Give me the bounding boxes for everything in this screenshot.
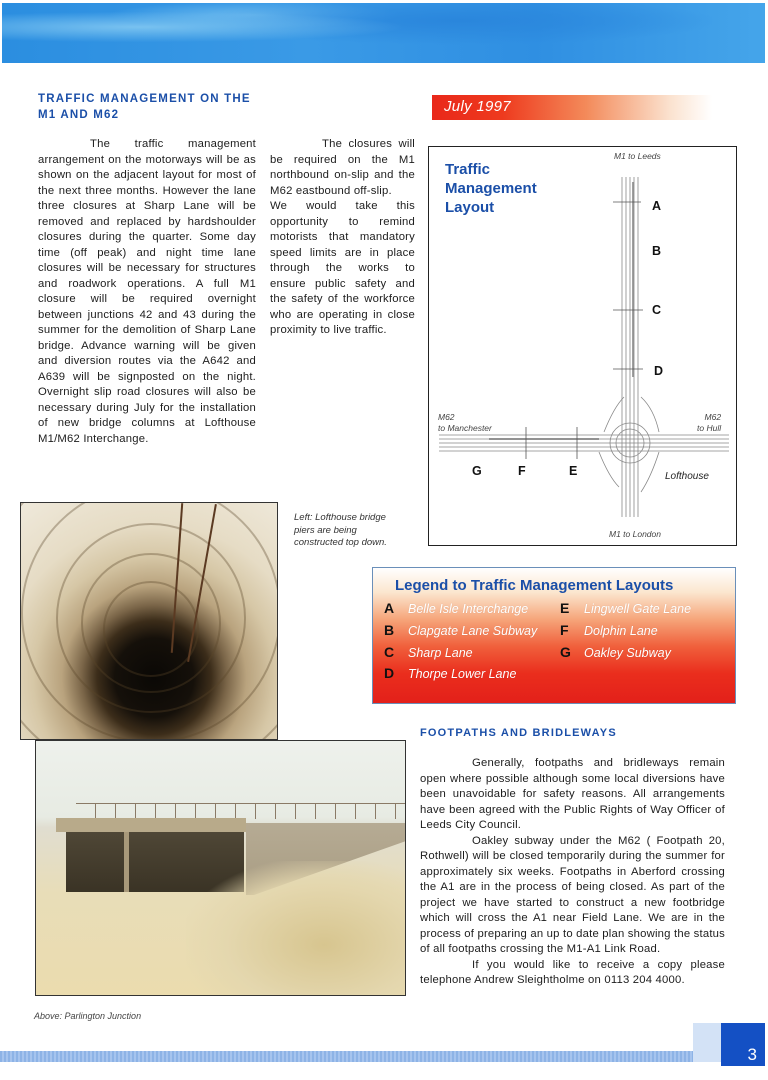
traffic-heading: TRAFFIC MANAGEMENT ON THE M1 AND M62	[38, 93, 251, 121]
legend-item-a	[384, 600, 528, 616]
footpaths-body	[420, 756, 725, 989]
map-point-g: G	[472, 464, 482, 478]
legend-name: Clapgate Lane Subway	[408, 624, 538, 638]
legend-name: Belle Isle Interchange	[408, 602, 529, 616]
legend-name: Dolphin Lane	[584, 624, 658, 638]
footer-accent	[693, 1023, 721, 1062]
top-banner	[2, 3, 765, 63]
legend-name: Oakley Subway	[584, 646, 671, 660]
legend-item-d	[384, 665, 516, 681]
legend-letter: B	[384, 622, 395, 638]
photo-bridge-caption: Above: Parlington Junction	[34, 1011, 142, 1021]
legend-name: Thorpe Lower Lane	[408, 667, 517, 681]
page-number: 3	[747, 1045, 757, 1064]
photo-parlington-junction	[35, 740, 406, 996]
footer-bar	[0, 1051, 693, 1062]
map-point-e: E	[569, 464, 578, 478]
traffic-column-1: The traffic management arrangement on the motorways will be as shown on the adjacent layout for most of the next three months. However the lane three closures at Sharp Lane will be removed and replaced by hardshoulder closures during the quarter. Some day time (off peak) and night time lane closures will be necessary for structures and roadwork operations. A full M1 closure will be required overnight between junctions 42 and 43 during the summer for the demolition of Sharp Lane bridge. Advance warning will be given and diversion routes via the A642 and A639 will be signposted on the night. Overnight slip road closures will also be necessary during July for the installation of new bridge columns at Lofthouse M1/M62 Interchange.	[38, 138, 256, 445]
footpaths-p2: Oakley subway under the M62 ( Footpath 20, Rothwell) will be closed temporarily during the summer for approximately six weeks. Footpaths in Aberford crossing the A1 are in the process of being closed. As part of the project we have started to construct a new footbridge which will cross the A1 near Field Lane. We are in the process of preparing an up to date plan showing the status of all footpaths crossing the M1-A1 Link Road.	[420, 834, 725, 955]
traffic-layout-map	[428, 146, 737, 546]
label-lofthouse: Lofthouse	[665, 471, 709, 482]
legend-name: Lingwell Gate Lane	[584, 602, 692, 616]
issue-date: July 1997	[444, 98, 511, 115]
footpaths-p3: If you would like to receive a copy please telephone Andrew Sleightholme on 0113 204 4000.	[420, 958, 725, 986]
legend-panel	[372, 567, 736, 704]
traffic-column-2-p1: The closures will be required on the M1 northbound on-slip and the M62 eastbound off-slip.	[270, 138, 415, 197]
legend-item-g	[560, 644, 671, 660]
layout-title-line-2: Management	[445, 180, 537, 197]
photo-bridge-pier-shaft	[20, 502, 278, 740]
layout-title-line-1: Traffic	[445, 161, 491, 178]
label-m62-east: M62	[704, 412, 722, 422]
legend-title: Legend to Traffic Management Layouts	[395, 577, 674, 594]
label-m1-to-leeds: M1 to Leeds	[614, 151, 661, 161]
legend-letter: G	[560, 644, 571, 660]
legend-name: Sharp Lane	[408, 646, 473, 660]
map-point-a: A	[652, 199, 662, 213]
footpaths-heading: FOOTPATHS AND BRIDLEWAYS	[420, 727, 617, 739]
photo-shaft-caption: Left: Lofthouse bridge piers are being constructed top down.	[294, 512, 387, 548]
map-point-c: C	[652, 303, 662, 317]
legend-letter: C	[384, 644, 395, 660]
traffic-column-2	[270, 137, 415, 339]
label-m62-to-manchester	[438, 412, 492, 434]
label-to-manchester: to Manchester	[438, 423, 492, 433]
legend-letter: D	[384, 665, 395, 681]
legend-item-c	[384, 644, 473, 660]
road-layout-diagram	[429, 147, 738, 547]
legend-letter: A	[384, 600, 395, 616]
map-point-b: B	[652, 244, 662, 258]
legend-letter: F	[560, 622, 569, 638]
map-point-d: D	[654, 364, 664, 378]
map-point-f: F	[518, 464, 526, 478]
legend-item-f	[560, 622, 658, 638]
label-m62-to-hull	[697, 412, 721, 434]
layout-title-line-3: Layout	[445, 199, 495, 216]
page-number-box	[721, 1023, 765, 1066]
issue-date-banner	[432, 95, 712, 120]
legend-letter: E	[560, 600, 570, 616]
footpaths-p1: Generally, footpaths and bridleways remain open where possible although some local diversions have been unavoidable for safety reasons. All arrangements have been agreed with the Public Rights of Way Officer of Leeds City Council.	[420, 757, 725, 831]
legend-item-e	[560, 600, 691, 616]
label-m1-to-london: M1 to London	[609, 529, 661, 539]
label-to-hull: to Hull	[697, 423, 722, 433]
legend-item-b	[384, 622, 537, 638]
label-m62-west: M62	[438, 412, 455, 422]
traffic-column-2-p2: We would take this opportunity to remind motorists that mandatory speed limits are in place through the works to ensure public safety and the safety of the workforce who are operating in close proximity to live traffic.	[270, 200, 415, 336]
